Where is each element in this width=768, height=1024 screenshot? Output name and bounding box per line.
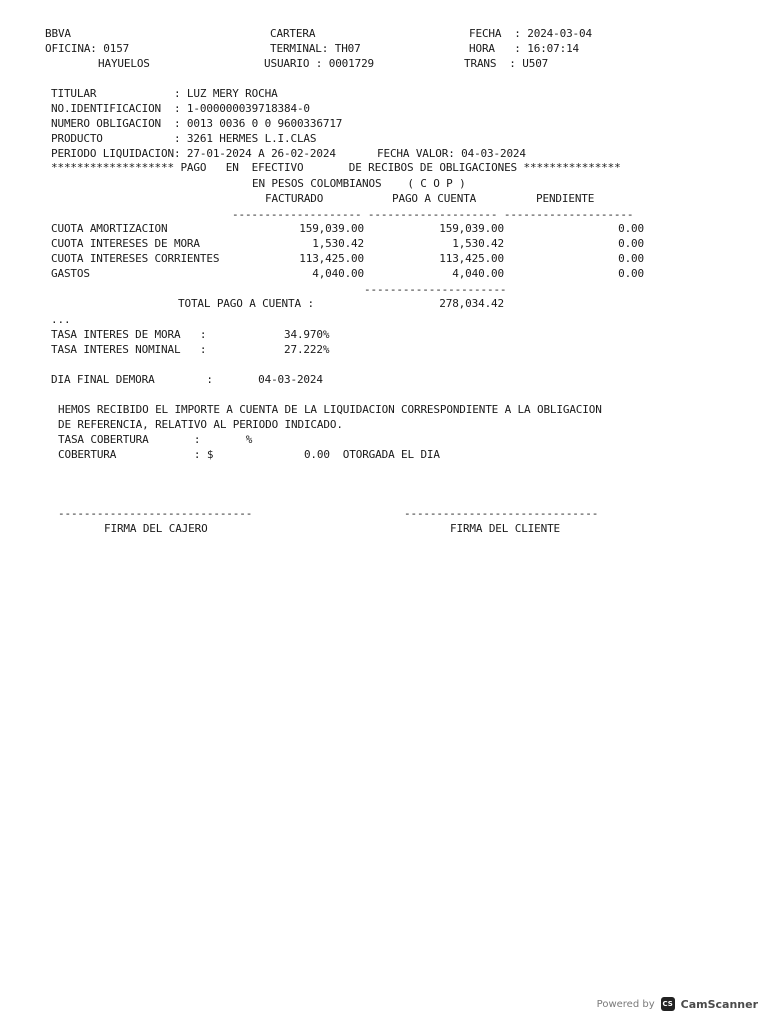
header-separator: -------------------- -------------------- -------------------- xyxy=(232,208,634,221)
row-pago: 159,039.00 xyxy=(439,222,504,235)
notice-line-2: DE REFERENCIA, RELATIVO AL PERIODO INDICADO. xyxy=(58,418,343,431)
late-interest-rate: TASA INTERES DE MORA : 34.970% xyxy=(51,328,330,341)
currency-note: EN PESOS COLOMBIANOS ( C O P ) xyxy=(252,177,466,190)
client-signature-line: ------------------------------ xyxy=(404,507,599,520)
branch-name: HAYUELOS xyxy=(98,57,150,70)
final-delay-day: DIA FINAL DEMORA : 04-03-2024 xyxy=(51,373,323,386)
bank-name: BBVA xyxy=(45,27,71,40)
total-separator: ---------------------- xyxy=(364,283,507,296)
camscanner-brand: CamScanner xyxy=(680,997,758,1011)
row-facturado: 4,040.00 xyxy=(312,267,364,280)
product: PRODUCTO : 3261 HERMES L.I.CLAS xyxy=(51,132,317,145)
row-pago: 113,425.00 xyxy=(439,252,504,265)
value-date: FECHA VALOR: 04-03-2024 xyxy=(377,147,526,160)
camscanner-watermark xyxy=(597,994,758,1014)
coverage-rate: TASA COBERTURA : % xyxy=(58,433,253,446)
row-pago: 1,530.42 xyxy=(452,237,504,250)
cashier-signature-label: FIRMA DEL CAJERO xyxy=(104,522,208,535)
row-pendiente: 0.00 xyxy=(618,237,644,250)
transaction-code: TRANS : U507 xyxy=(464,57,549,70)
powered-by-text: Powered by xyxy=(596,998,655,1010)
row-pendiente: 0.00 xyxy=(618,267,644,280)
camscanner-logo-icon: CS xyxy=(661,997,675,1011)
client-signature-label: FIRMA DEL CLIENTE xyxy=(450,522,561,535)
total-value: 278,034.42 xyxy=(439,297,504,310)
payment-banner: ******************* PAGO EN EFECTIVO DE RECIBOS DE OBLIGACIONES *************** xyxy=(51,161,621,174)
terminal-id: TERMINAL: TH07 xyxy=(270,42,361,55)
row-pendiente: 0.00 xyxy=(618,252,644,265)
ellipsis: ... xyxy=(51,313,71,326)
coverage-amount: COBERTURA : $ 0.00 OTORGADA EL DIA xyxy=(58,448,440,461)
row-facturado: 159,039.00 xyxy=(299,222,364,235)
row-facturado: 113,425.00 xyxy=(299,252,364,265)
row-pago: 4,040.00 xyxy=(452,267,504,280)
settlement-period: PERIODO LIQUIDACION: 27-01-2024 A 26-02-2024 xyxy=(51,147,336,160)
account-holder: TITULAR : LUZ MERY ROCHA xyxy=(51,87,278,100)
cashier-signature-line: ------------------------------ xyxy=(58,507,253,520)
column-header-pago: PAGO A CUENTA xyxy=(392,192,477,205)
column-header-pendiente: PENDIENTE xyxy=(536,192,595,205)
obligation-number: NUMERO OBLIGACION : 0013 0036 0 0 9600336717 xyxy=(51,117,343,130)
row-concept: CUOTA INTERESES CORRIENTES xyxy=(51,252,220,265)
nominal-interest-rate: TASA INTERES NOMINAL : 27.222% xyxy=(51,343,330,356)
identification-number: NO.IDENTIFICACION : 1-000000039718384-0 xyxy=(51,102,310,115)
column-header-facturado: FACTURADO xyxy=(265,192,324,205)
user-id: USUARIO : 0001729 xyxy=(264,57,375,70)
transaction-time: HORA : 16:07:14 xyxy=(469,42,580,55)
office-code: OFICINA: 0157 xyxy=(45,42,130,55)
section-title: CARTERA xyxy=(270,27,316,40)
row-concept: GASTOS xyxy=(51,267,90,280)
row-concept: CUOTA AMORTIZACION xyxy=(51,222,168,235)
row-pendiente: 0.00 xyxy=(618,222,644,235)
total-label: TOTAL PAGO A CUENTA : xyxy=(178,297,314,310)
row-concept: CUOTA INTERESES DE MORA xyxy=(51,237,200,250)
transaction-date: FECHA : 2024-03-04 xyxy=(469,27,592,40)
notice-line-1: HEMOS RECIBIDO EL IMPORTE A CUENTA DE LA LIQUIDACION CORRESPONDIENTE A LA OBLIGACION xyxy=(58,403,602,416)
row-facturado: 1,530.42 xyxy=(312,237,364,250)
